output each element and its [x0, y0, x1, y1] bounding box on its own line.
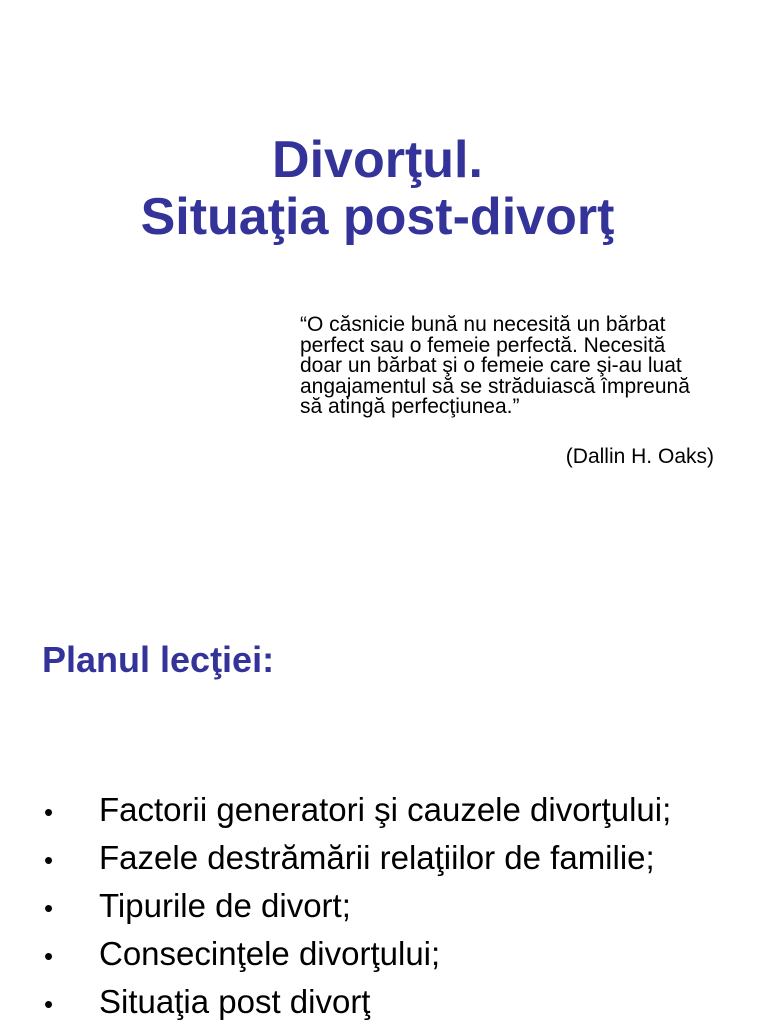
lesson-plan-item-text: Consecinţele divorţului; [99, 935, 441, 972]
lesson-plan-item [44, 792, 744, 828]
bullet-marker: • [44, 797, 54, 827]
bullet-marker: • [44, 941, 54, 971]
quote-line: perfect sau o femeie perfectă. Necesită [300, 333, 666, 357]
lesson-plan-item-text: Tipurile de divort; [99, 887, 351, 924]
quote-author: (Dallin H. Oaks) [565, 445, 714, 468]
lesson-plan-item-text: Situaţia post divorţ [99, 983, 371, 1020]
lesson-plan-list [44, 792, 744, 1020]
bullet-marker: • [44, 893, 54, 923]
lesson-plan-item-text: Fazele destrămării relaţiilor de familie; [99, 839, 655, 876]
quote-line: doar un bărbat şi o femeie care şi-au luat [300, 354, 682, 377]
quote-line: să atingă perfecţiunea.” [300, 395, 520, 418]
bullet-marker: • [44, 989, 54, 1019]
lesson-plan-item [44, 984, 744, 1020]
lesson-plan-item [44, 936, 744, 972]
bullet-marker: • [44, 845, 54, 875]
lesson-plan-item [44, 888, 744, 924]
title-line: Divorţul. [272, 131, 483, 189]
lesson-plan-item [44, 840, 744, 876]
quote-line: “O căsnicie bună nu necesită un bărbat [300, 313, 666, 336]
quote-line: angajamentul să se străduiască împreună [300, 374, 690, 398]
title-line: Situaţia post-divorţ [140, 188, 615, 246]
epigraph-quote [300, 315, 730, 418]
slide-title [0, 132, 755, 246]
lesson-plan-item-text: Factorii generatori şi cauzele divorţului; [99, 791, 672, 828]
lesson-plan-heading: Planul lecţiei: [42, 639, 275, 680]
